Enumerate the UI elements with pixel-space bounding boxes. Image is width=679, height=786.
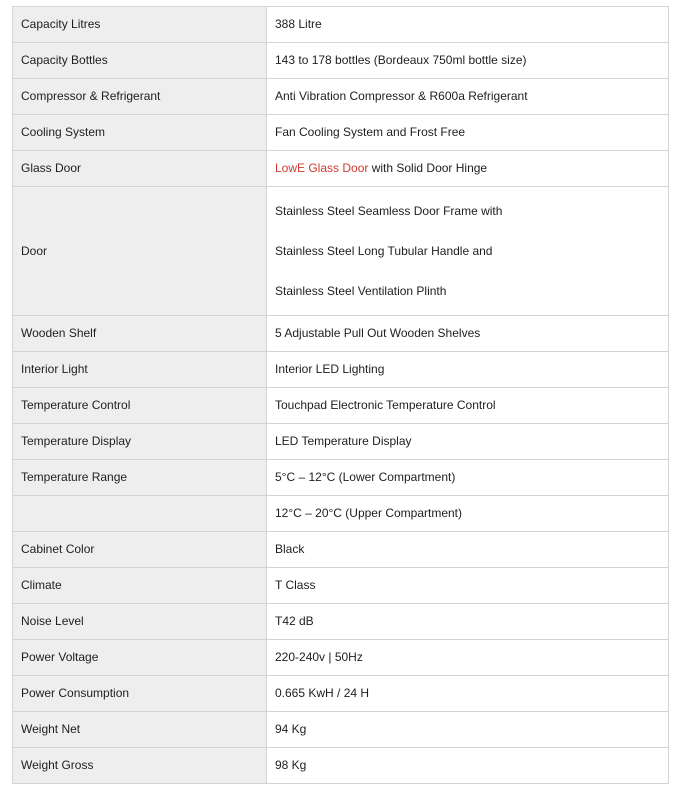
spec-row-climate: [13, 568, 669, 604]
spec-value: Touchpad Electronic Temperature Control: [267, 388, 669, 424]
spec-row-glass-door: [13, 151, 669, 187]
spec-row-compressor: [13, 79, 669, 115]
spec-value: Fan Cooling System and Frost Free: [267, 115, 669, 151]
spec-label: Cooling System: [13, 115, 267, 151]
spec-label: Weight Net: [13, 712, 267, 748]
door-line: Stainless Steel Seamless Door Frame with: [275, 204, 503, 218]
spec-label: Cabinet Color: [13, 532, 267, 568]
spec-value: 0.665 KwH / 24 H: [267, 676, 669, 712]
spec-row-cabinet-color: [13, 532, 669, 568]
spec-row-temperature-control: [13, 388, 669, 424]
lowe-glass-door-link[interactable]: LowE Glass Door: [275, 161, 369, 176]
spec-value: Interior LED Lighting: [267, 352, 669, 388]
spec-value: 5°C – 12°C (Lower Compartment): [267, 460, 669, 496]
spec-value: 94 Kg: [267, 712, 669, 748]
door-line: Stainless Steel Ventilation Plinth: [275, 284, 447, 298]
spec-row-temperature-display: [13, 424, 669, 460]
spec-value: 5 Adjustable Pull Out Wooden Shelves: [267, 316, 669, 352]
spec-row-capacity-bottles: [13, 43, 669, 79]
spec-label: Temperature Control: [13, 388, 267, 424]
spec-value: 388 Litre: [267, 7, 669, 43]
spec-label: Temperature Range: [13, 460, 267, 496]
glass-door-value-text: with Solid Door Hinge: [368, 161, 488, 176]
spec-row-weight-gross: [13, 748, 669, 784]
spec-label: Capacity Litres: [13, 7, 267, 43]
spec-label: Weight Gross: [13, 748, 267, 784]
spec-value: [267, 187, 669, 316]
spec-row-power-consumption: [13, 676, 669, 712]
spec-label: Temperature Display: [13, 424, 267, 460]
spec-value: Anti Vibration Compressor & R600a Refrigerant: [267, 79, 669, 115]
spec-value: LED Temperature Display: [267, 424, 669, 460]
spec-row-door: [13, 187, 669, 316]
spec-label: Compressor & Refrigerant: [13, 79, 267, 115]
spec-label: Power Voltage: [13, 640, 267, 676]
spec-value: T Class: [267, 568, 669, 604]
spec-label: Capacity Bottles: [13, 43, 267, 79]
spec-row-interior-light: [13, 352, 669, 388]
spec-row-weight-net: [13, 712, 669, 748]
spec-row-wooden-shelf: [13, 316, 669, 352]
spec-label: Interior Light: [13, 352, 267, 388]
spec-row-power-voltage: [13, 640, 669, 676]
spec-label: Glass Door: [13, 151, 267, 187]
spec-value: T42 dB: [267, 604, 669, 640]
spec-value: 220-240v | 50Hz: [267, 640, 669, 676]
spec-value: 98 Kg: [267, 748, 669, 784]
spec-row-capacity-litres: [13, 7, 669, 43]
spec-value: [267, 151, 669, 187]
spec-row-temperature-range: [13, 460, 669, 496]
specifications-table: [12, 6, 669, 784]
spec-row-cooling-system: [13, 115, 669, 151]
spec-label: Wooden Shelf: [13, 316, 267, 352]
spec-row-temperature-range-upper: [13, 496, 669, 532]
spec-label: Noise Level: [13, 604, 267, 640]
spec-value: Black: [267, 532, 669, 568]
spec-label: Power Consumption: [13, 676, 267, 712]
spec-value: 143 to 178 bottles (Bordeaux 750ml bottle size): [267, 43, 669, 79]
door-line: Stainless Steel Long Tubular Handle and: [275, 244, 493, 258]
spec-value: 12°C – 20°C (Upper Compartment): [267, 496, 669, 532]
spec-label-empty: [13, 496, 267, 532]
spec-row-noise-level: [13, 604, 669, 640]
spec-label: Door: [13, 187, 267, 316]
spec-label: Climate: [13, 568, 267, 604]
